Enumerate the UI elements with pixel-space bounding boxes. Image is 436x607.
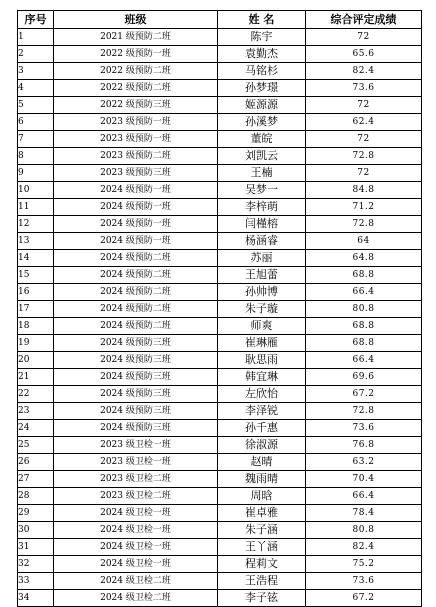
table-row — [18, 46, 422, 63]
cell-serial-number: 25 — [18, 437, 54, 454]
table-row — [18, 352, 422, 369]
cell-serial-number: 22 — [18, 386, 54, 403]
table-row — [18, 318, 422, 335]
table-row — [18, 199, 422, 216]
table-row — [18, 29, 422, 46]
cell-serial-number: 17 — [18, 301, 54, 318]
cell-class: 2024 级卫检一班 — [54, 522, 218, 539]
table-row — [18, 114, 422, 131]
cell-serial-number: 31 — [18, 539, 54, 556]
cell-student-name: 魏雨晴 — [218, 471, 306, 488]
cell-class: 2024 级预防三班 — [54, 386, 218, 403]
cell-score: 70.4 — [306, 471, 422, 488]
cell-student-name: 马铭杉 — [218, 63, 306, 80]
cell-class: 2024 级预防二班 — [54, 250, 218, 267]
header-class: 班级 — [54, 11, 218, 29]
cell-class: 2024 级预防三班 — [54, 403, 218, 420]
cell-score: 64.8 — [306, 250, 422, 267]
cell-class: 2024 级卫检一班 — [54, 505, 218, 522]
cell-serial-number: 19 — [18, 335, 54, 352]
table-row — [18, 522, 422, 539]
cell-score: 78.4 — [306, 505, 422, 522]
cell-score: 66.4 — [306, 284, 422, 301]
table-row — [18, 556, 422, 573]
cell-score: 66.4 — [306, 352, 422, 369]
cell-student-name: 崔卓雅 — [218, 505, 306, 522]
cell-serial-number: 21 — [18, 369, 54, 386]
cell-score: 66.4 — [306, 488, 422, 505]
cell-class: 2024 级预防三班 — [54, 420, 218, 437]
cell-score: 76.8 — [306, 437, 422, 454]
cell-class: 2024 级预防一班 — [54, 199, 218, 216]
cell-serial-number: 14 — [18, 250, 54, 267]
cell-serial-number: 10 — [18, 182, 54, 199]
table-row — [18, 182, 422, 199]
table-row — [18, 131, 422, 148]
cell-student-name: 赵晴 — [218, 454, 306, 471]
cell-student-name: 耿思雨 — [218, 352, 306, 369]
cell-score: 72.8 — [306, 148, 422, 165]
cell-score: 80.8 — [306, 301, 422, 318]
cell-student-name: 周晗 — [218, 488, 306, 505]
cell-student-name: 李子铉 — [218, 590, 306, 607]
cell-student-name: 王浩程 — [218, 573, 306, 590]
cell-serial-number: 29 — [18, 505, 54, 522]
cell-score: 72.8 — [306, 403, 422, 420]
cell-score: 73.6 — [306, 573, 422, 590]
cell-student-name: 王丫涵 — [218, 539, 306, 556]
cell-student-name: 孙千惠 — [218, 420, 306, 437]
cell-student-name: 孙溪梦 — [218, 114, 306, 131]
cell-class: 2023 级卫检二班 — [54, 471, 218, 488]
cell-class: 2024 级卫检二班 — [54, 573, 218, 590]
cell-serial-number: 20 — [18, 352, 54, 369]
table-row — [18, 454, 422, 471]
cell-class: 2024 级预防三班 — [54, 369, 218, 386]
table-row — [18, 250, 422, 267]
cell-class: 2023 级卫检一班 — [54, 437, 218, 454]
table-row — [18, 573, 422, 590]
cell-serial-number: 13 — [18, 233, 54, 250]
table-row — [18, 488, 422, 505]
table-header — [18, 11, 422, 29]
cell-serial-number: 5 — [18, 97, 54, 114]
cell-serial-number: 33 — [18, 573, 54, 590]
cell-class: 2022 级预防一班 — [54, 46, 218, 63]
cell-score: 62.4 — [306, 114, 422, 131]
header-name: 姓 名 — [218, 11, 306, 29]
cell-student-name: 陈宇 — [218, 29, 306, 46]
cell-serial-number: 11 — [18, 199, 54, 216]
cell-class: 2024 级预防二班 — [54, 301, 218, 318]
cell-class: 2024 级卫检一班 — [54, 539, 218, 556]
cell-class: 2024 级卫检一班 — [54, 556, 218, 573]
cell-serial-number: 27 — [18, 471, 54, 488]
cell-student-name: 崔琳雁 — [218, 335, 306, 352]
cell-serial-number: 18 — [18, 318, 54, 335]
cell-class: 2024 级预防三班 — [54, 335, 218, 352]
cell-class: 2024 级预防三班 — [54, 352, 218, 369]
cell-score: 72 — [306, 131, 422, 148]
cell-class: 2024 级预防一班 — [54, 182, 218, 199]
cell-score: 64 — [306, 233, 422, 250]
cell-student-name: 程莉文 — [218, 556, 306, 573]
cell-score: 68.8 — [306, 335, 422, 352]
table-row — [18, 301, 422, 318]
cell-score: 72 — [306, 165, 422, 182]
cell-score: 73.6 — [306, 80, 422, 97]
cell-student-name: 徐淑源 — [218, 437, 306, 454]
cell-score: 63.2 — [306, 454, 422, 471]
cell-serial-number: 32 — [18, 556, 54, 573]
table-row — [18, 80, 422, 97]
cell-serial-number: 12 — [18, 216, 54, 233]
cell-student-name: 朱子涵 — [218, 522, 306, 539]
cell-student-name: 师爽 — [218, 318, 306, 335]
cell-class: 2023 级预防一班 — [54, 114, 218, 131]
cell-serial-number: 28 — [18, 488, 54, 505]
cell-serial-number: 16 — [18, 284, 54, 301]
cell-score: 82.4 — [306, 63, 422, 80]
cell-score: 72 — [306, 97, 422, 114]
table-row — [18, 165, 422, 182]
cell-serial-number: 30 — [18, 522, 54, 539]
cell-student-name: 孙帅博 — [218, 284, 306, 301]
cell-student-name: 左欣怡 — [218, 386, 306, 403]
header-row — [18, 11, 422, 29]
cell-student-name: 袁勤杰 — [218, 46, 306, 63]
grades-table — [17, 10, 422, 607]
table-row — [18, 233, 422, 250]
table-row — [18, 505, 422, 522]
cell-serial-number: 9 — [18, 165, 54, 182]
cell-score: 69.6 — [306, 369, 422, 386]
cell-student-name: 韩宜琳 — [218, 369, 306, 386]
cell-serial-number: 24 — [18, 420, 54, 437]
cell-score: 82.4 — [306, 539, 422, 556]
cell-serial-number: 15 — [18, 267, 54, 284]
cell-class: 2024 级预防二班 — [54, 267, 218, 284]
table-row — [18, 539, 422, 556]
cell-serial-number: 1 — [18, 29, 54, 46]
cell-serial-number: 34 — [18, 590, 54, 607]
cell-serial-number: 2 — [18, 46, 54, 63]
cell-class: 2024 级卫检二班 — [54, 590, 218, 607]
cell-class: 2023 级卫检一班 — [54, 454, 218, 471]
cell-class: 2023 级预防一班 — [54, 131, 218, 148]
cell-serial-number: 4 — [18, 80, 54, 97]
cell-student-name: 朱子璇 — [218, 301, 306, 318]
cell-score: 67.2 — [306, 386, 422, 403]
cell-student-name: 姬源源 — [218, 97, 306, 114]
cell-score: 68.8 — [306, 267, 422, 284]
cell-class: 2022 级预防二班 — [54, 63, 218, 80]
cell-serial-number: 8 — [18, 148, 54, 165]
cell-serial-number: 7 — [18, 131, 54, 148]
table-row — [18, 216, 422, 233]
table-row — [18, 267, 422, 284]
cell-student-name: 刘凯云 — [218, 148, 306, 165]
cell-serial-number: 23 — [18, 403, 54, 420]
cell-class: 2023 级卫检二班 — [54, 488, 218, 505]
table-row — [18, 471, 422, 488]
cell-student-name: 苏丽 — [218, 250, 306, 267]
cell-score: 80.8 — [306, 522, 422, 539]
cell-class: 2023 级预防二班 — [54, 148, 218, 165]
table-row — [18, 284, 422, 301]
table-row — [18, 437, 422, 454]
cell-class: 2022 级预防三班 — [54, 97, 218, 114]
cell-serial-number: 6 — [18, 114, 54, 131]
cell-score: 67.2 — [306, 590, 422, 607]
table-row — [18, 63, 422, 80]
table-row — [18, 420, 422, 437]
cell-student-name: 吴梦一 — [218, 182, 306, 199]
cell-student-name: 董皖 — [218, 131, 306, 148]
cell-class: 2024 级预防一班 — [54, 233, 218, 250]
cell-class: 2024 级预防二班 — [54, 318, 218, 335]
table-row — [18, 386, 422, 403]
table-row — [18, 148, 422, 165]
cell-student-name: 李泽锐 — [218, 403, 306, 420]
table-row — [18, 403, 422, 420]
cell-class: 2021 级预防二班 — [54, 29, 218, 46]
cell-score: 75.2 — [306, 556, 422, 573]
cell-class: 2022 级预防二班 — [54, 80, 218, 97]
cell-score: 65.6 — [306, 46, 422, 63]
cell-student-name: 孙梦璟 — [218, 80, 306, 97]
cell-score: 73.6 — [306, 420, 422, 437]
cell-score: 68.8 — [306, 318, 422, 335]
cell-student-name: 王旭蕾 — [218, 267, 306, 284]
cell-serial-number: 26 — [18, 454, 54, 471]
cell-class: 2024 级预防二班 — [54, 284, 218, 301]
document-sheet — [17, 10, 421, 607]
cell-class: 2024 级预防一班 — [54, 216, 218, 233]
cell-score: 72.8 — [306, 216, 422, 233]
cell-score: 71.2 — [306, 199, 422, 216]
cell-student-name: 闫槿榕 — [218, 216, 306, 233]
cell-class: 2023 级预防三班 — [54, 165, 218, 182]
cell-serial-number: 3 — [18, 63, 54, 80]
table-row — [18, 335, 422, 352]
cell-student-name: 王楠 — [218, 165, 306, 182]
table-body — [18, 29, 422, 607]
cell-score: 84.8 — [306, 182, 422, 199]
table-row — [18, 97, 422, 114]
table-row — [18, 369, 422, 386]
header-serial-number: 序号 — [18, 11, 54, 29]
header-score: 综合评定成绩 — [306, 11, 422, 29]
cell-student-name: 杨涵睿 — [218, 233, 306, 250]
cell-student-name: 李梓萌 — [218, 199, 306, 216]
cell-score: 72 — [306, 29, 422, 46]
